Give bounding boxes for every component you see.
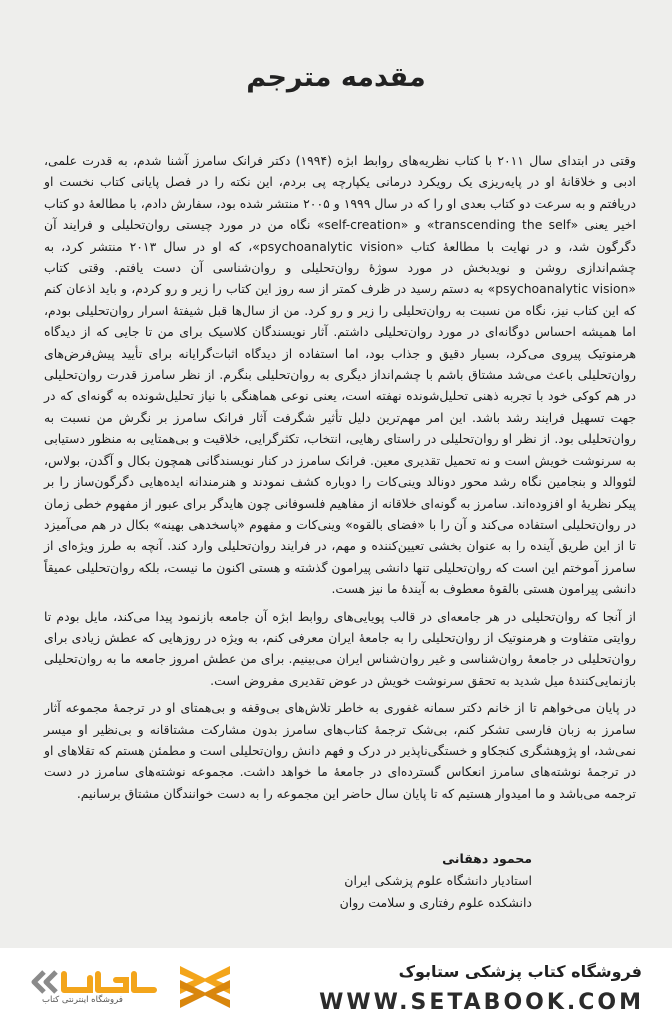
page-title: مقدمه مترجم: [246, 62, 426, 93]
paragraph: در پایان می‌خواهم تا از خانم دکتر سمانه غفوری به خاطر تلاش‌های بی‌وقفه و بی‌همتای او در ترجمهٔ مجموعه آثار سامرز به زبان فارسی تشکر کنم، بی‌شک ترجمهٔ کتاب‌های سامرز بدون مشارکت مشتاقانه و بی‌نظیر او میسر نمی‌شد، او پژوهشگری کنجکاو و خستگی‌ناپذیر در درک و فهم دانش روان‌تحلیلی است و مطمئن هستم که تقلاهای او در ترجمهٔ نوشته‌های سامرز انعکاس گسترده‌ای در جامعهٔ ما خواهد داشت. مجموعه نوشته‌های سامرز در دست ترجمه می‌باشد و ما امیدوار هستیم که تا پایان سال حاضر این مجموعه را به دست خوانندگان مشتاق برسانیم.: [44, 700, 636, 801]
body-text: [44, 150, 636, 810]
signature-block: [340, 848, 532, 914]
logo-subtitle: فروشگاه اینترنتی کتاب: [42, 995, 123, 1005]
setabook-logo-icon[interactable]: [30, 960, 280, 1016]
signature-affiliation-1: استادیار دانشگاه علوم پزشکی ایران: [344, 873, 532, 888]
signature-affiliation-2: دانشکده علوم رفتاری و سلامت روان: [339, 895, 532, 910]
paragraph: وقتی در ابتدای سال ۲۰۱۱ با کتاب نظریه‌های روابط ابژه (۱۹۹۴) دکتر فرانک سامرز آشنا شدم، به قدرت علمی، ادبی و خلاقانهٔ او در پایه‌ریزی یک رویکرد درمانی یکپارچه پی بردم، این نکته را در فصل پایانی کتاب نخست او دریافتم و به سرعت دو کتاب بعدی او را که در سال ۱۹۹۹ و ۲۰۰۵ منتشر شده بود، سفارش دادم، با مطالعهٔ دو کتاب اخیر یعنی «transcending the self» و «self-creation» نگاه من در مورد چیستی روان‌تحلیلی و فرایند آن دگرگون شد، و در نهایت با مطالعهٔ کتاب «psychoanalytic vision»، که او در سال ۲۰۱۳ منتشر کرد، به چشم‌اندازی روشن و نویدبخش در مورد سوژهٔ روان‌تحلیلی و روان‌شناسی آن دست یافتم. وقتی کتاب «psychoanalytic vision» به دستم رسید در ظرف کمتر از سه روز این کتاب را زیر و رو کردم، و باید اذعان کنم که این کتاب نیز، نگاه من نسبت به روان‌تحلیلی را زیر و رو کرد. من از سال‌ها قبل شیفتهٔ اسرار روان‌تحلیلی بودم، اما همیشه احساس دوگانه‌ای در مورد روان‌تحلیلی داشتم. آثار نویسندگان کلاسیک برای من تا جایی که از دیدگاه هرمنوتیک پیروی می‌کرد، بسیار دقیق و جذاب بود، اما استفاده از دیدگاه اثبات‌گرایانه برای تأیید پیش‌فرض‌های روان‌تحلیلی باعث می‌شد مشتاق باشم با چشم‌انداز دیگری به روان‌تحلیلی بنگرم. از نظر سامرز قدرت روان‌تحلیلی در هم کوکی خود با تجربه ذهنی تحلیل‌شونده نهفته است، یعنی نوعی هماهنگی با نیاز تحلیل‌شونده به گونه‌ای که در جهت تسهیل فرایند رشد باشد. این امر مهم‌ترین دلیل تأثیر شگرفت آثار فرانک سامرز بر نگرش من نسبت به روان‌تحلیلی بود. از نظر او روان‌تحلیلی در راستای رهایی، انتخاب، تکثرگرایی، خلاقیت و بی‌همتایی به منظور دستیابی به سرنوشت خویش است و نه تحمیل تقدیری معین. فرانک سامرز در کنار نویسندگانی همچون بکال و آگدن، بولاس، لئووالد و بنجامین نگاه رشد محور دونالد وینی‌کات را دوباره کشف نمودند و هنرمندانه ایده‌هایی دگرگون‌ساز را بر پیکر نظریهٔ او افزوده‌اند. سامرز به گونه‌ای خلاقانه از مفاهیم فلسوفانی چون هایدگر برای عبور از مفهوم خطی زمان در روان‌تحلیلی استفاده می‌کند و آن را با «فضای بالقوه» وینی‌کات و مفهوم «پاسخدهی بهینه» بکال در هم می‌آمیزد تا از این طریق آینده را به عنوان بخشی تعیین‌کننده و مهم، در فرایند روان‌تحلیلی وارد کند. آنچه به طرز ویژه‌ای از سامرز آموختم این است که روان‌تحلیلی تنها دانشی پیرامون گذشته و هستی اکنون ما نیست، بلکه روان‌تحلیلی عمیقاً دانشی پیرامون هستی بالقوهٔ معطوف به آیندهٔ ما نیز هست.: [44, 153, 637, 597]
paragraph: از آنجا که روان‌تحلیلی در هر جامعه‌ای در قالب پویایی‌های روابط ابژه آن جامعه بازنمود پیدا می‌کند، مایل بودم تا روایتی متفاوت و هرمنوتیک از روان‌تحلیلی را به جامعهٔ ایران معرفی کنم، به ویژه در روزهایی که عطش زیادی برای روان‌تحلیلی در جامعهٔ روان‌شناسی و غیر روان‌شناس ایران می‌بینیم. برای من عطش امروز جامعه ما به روان‌تحلیلی بازنمایی‌کنندهٔ میل شدید به تحقق سرنوشت خویش در عوض تقدیری مفروض است.: [44, 608, 636, 688]
store-name: فروشگاه کتاب پزشکی ستابوک: [398, 962, 642, 981]
signature-name: محمود دهقانی: [442, 851, 532, 866]
store-footer: [0, 948, 672, 1024]
store-url[interactable]: WWW.SETABOOK.COM: [319, 990, 644, 1015]
